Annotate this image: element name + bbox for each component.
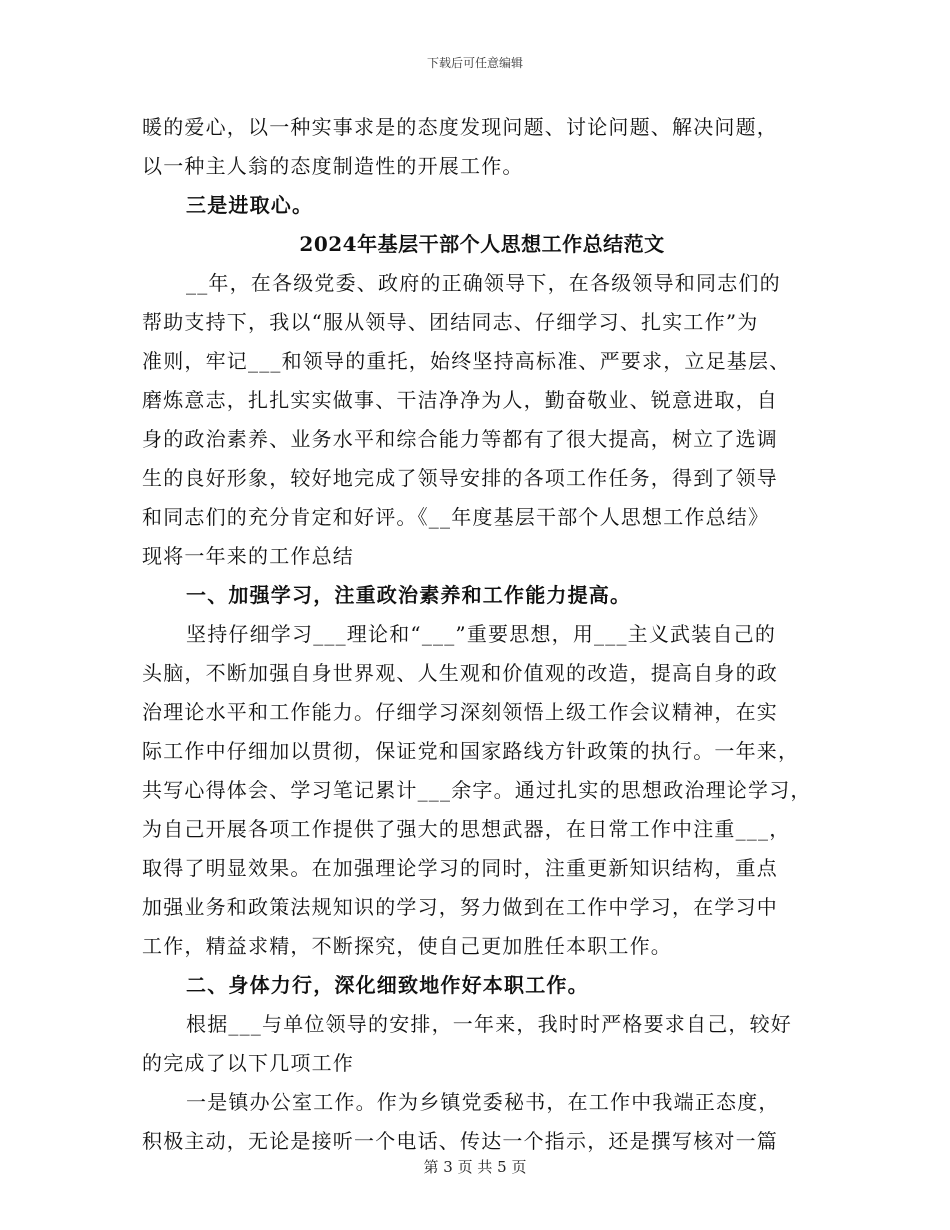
paragraph-line: 加强业务和政策法规知识的学习，努力做到在工作中学习，在学习中 bbox=[142, 895, 778, 919]
section-heading: 一、加强学习，注重政治素养和工作能力提高。 bbox=[186, 583, 632, 607]
page-header: 下载后可任意编辑 bbox=[426, 56, 523, 70]
paragraph-line: 的完成了以下几项工作 bbox=[142, 1051, 354, 1075]
paragraph-line: 身的政治素养、业务水平和综合能力等都有了很大提高，树立了选调 bbox=[142, 427, 778, 451]
paragraph-line: 头脑，不断加强自身世界观、人生观和价值观的改造，提高自身的政 bbox=[142, 661, 778, 685]
paragraph-line: 共写心得体会、学习笔记累计___余字。通过扎实的思想政治理论学习， bbox=[142, 778, 812, 802]
paragraph-line: 和同志们的充分肯定和好评。《__年度基层干部个人思想工作总结》 bbox=[142, 505, 770, 529]
paragraph-line: 取得了明显效果。在加强理论学习的同时，注重更新知识结构，重点 bbox=[142, 856, 778, 880]
paragraph-line: 以一种主人翁的态度制造性的开展工作。 bbox=[142, 154, 524, 178]
section-heading: 二、身体力行，深化细致地作好本职工作。 bbox=[186, 973, 589, 997]
paragraph-line: 磨炼意志，扎扎实实做事、干洁净净为人，勤奋敬业、锐意进取，自 bbox=[142, 388, 778, 412]
paragraph-line: 一是镇办公室工作。作为乡镇党委秘书，在工作中我端正态度， bbox=[186, 1090, 780, 1114]
page-footer: 第 3 页 共 5 页 bbox=[423, 1158, 527, 1176]
paragraph-line: 际工作中仔细加以贯彻，保证党和国家路线方针政策的执行。一年来， bbox=[142, 739, 800, 763]
paragraph-line: 根据___与单位领导的安排，一年来，我时时严格要求自己，较好 bbox=[186, 1012, 792, 1036]
paragraph-line: 治理论水平和工作能力。仔细学习深刻领悟上级工作会议精神，在实 bbox=[142, 700, 778, 724]
paragraph-line: 生的良好形象，较好地完成了领导安排的各项工作任务，得到了领导 bbox=[142, 466, 778, 490]
paragraph-line: 坚持仔细学习___理论和“___”重要思想，用___主义武装自己的 bbox=[186, 622, 777, 646]
document-body bbox=[142, 108, 822, 1161]
paragraph-line: 积极主动，无论是接听一个电话、传达一个指示，还是撰写核对一篇 bbox=[142, 1129, 778, 1153]
paragraph-line: 现将一年来的工作总结 bbox=[142, 544, 354, 568]
paragraph-line: __年，在各级党委、政府的正确领导下，在各级领导和同志们的 bbox=[186, 271, 781, 295]
paragraph-line: 暖的爱心，以一种实事求是的态度发现问题、讨论问题、解决问题， bbox=[142, 115, 778, 139]
paragraph-line: 准则，牢记___和领导的重托，始终坚持高标准、严要求，立足基层、 bbox=[142, 349, 791, 373]
paragraph-line: 为自己开展各项工作提供了强大的思想武器，在日常工作中注重___， bbox=[142, 817, 791, 841]
paragraph-line: 工作，精益求精，不断探究，使自己更加胜任本职工作。 bbox=[142, 934, 672, 958]
paragraph-line: 帮助支持下，我以“服从领导、团结同志、仔细学习、扎实工作”为 bbox=[142, 310, 759, 334]
document-title: 2024年基层干部个人思想工作总结范文 bbox=[299, 232, 665, 256]
subheading: 三是进取心。 bbox=[186, 193, 314, 217]
